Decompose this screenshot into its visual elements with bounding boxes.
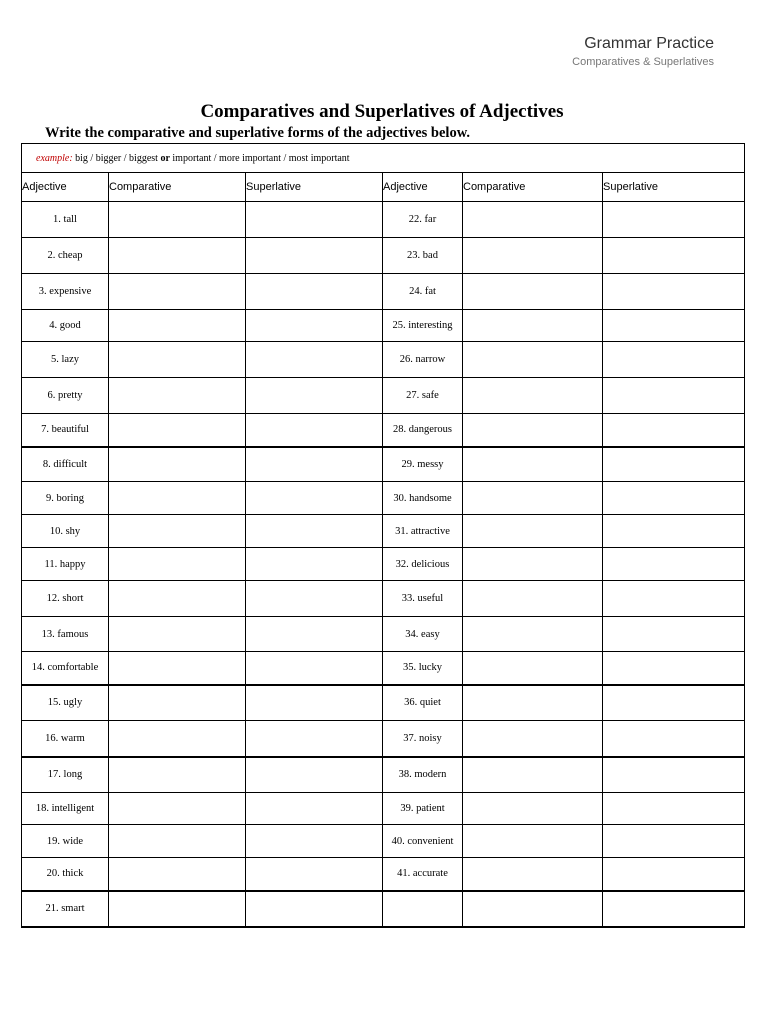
example-connector: or xyxy=(160,152,170,164)
comparative-answer-cell[interactable] xyxy=(463,548,603,581)
superlative-answer-cell[interactable] xyxy=(246,891,383,927)
adjective-cell: 1. tall xyxy=(22,202,109,238)
superlative-answer-cell[interactable] xyxy=(246,447,383,482)
comparative-answer-cell[interactable] xyxy=(463,482,603,515)
adjective-cell: 4. good xyxy=(22,310,109,342)
adjective-cell: 7. beautiful xyxy=(22,414,109,447)
comparative-answer-cell[interactable] xyxy=(109,825,246,858)
table-row xyxy=(22,757,745,793)
comparative-answer-cell[interactable] xyxy=(463,721,603,757)
table-row xyxy=(22,891,745,927)
table-row xyxy=(22,414,745,447)
adjective-cell: 35. lucky xyxy=(383,652,463,685)
superlative-answer-cell[interactable] xyxy=(246,548,383,581)
superlative-answer-cell[interactable] xyxy=(603,447,745,482)
adjective-cell: 27. safe xyxy=(383,378,463,414)
superlative-answer-cell[interactable] xyxy=(603,414,745,447)
adjective-cell: 21. smart xyxy=(22,891,109,927)
superlative-answer-cell[interactable] xyxy=(246,617,383,652)
comparative-answer-cell[interactable] xyxy=(463,757,603,793)
adjective-cell: 31. attractive xyxy=(383,515,463,548)
table-row xyxy=(22,721,745,757)
brand-header xyxy=(572,34,714,68)
comparative-answer-cell[interactable] xyxy=(463,652,603,685)
header-superlative-left: Superlative xyxy=(246,173,383,202)
adjective-cell: 17. long xyxy=(22,757,109,793)
comparative-answer-cell[interactable] xyxy=(109,617,246,652)
comparative-answer-cell[interactable] xyxy=(109,548,246,581)
comparative-answer-cell[interactable] xyxy=(109,414,246,447)
example-text-b: important / more important / most important xyxy=(169,152,350,164)
worksheet-instructions: Write the comparative and superlative forms of the adjectives below. xyxy=(45,125,470,141)
adjective-cell: 3. expensive xyxy=(22,274,109,310)
adjective-cell: 15. ugly xyxy=(22,685,109,721)
superlative-answer-cell[interactable] xyxy=(603,342,745,378)
header-comparative-right: Comparative xyxy=(463,173,603,202)
superlative-answer-cell[interactable] xyxy=(246,378,383,414)
table-row xyxy=(22,274,745,310)
table-row xyxy=(22,482,745,515)
header-adjective-left: Adjective xyxy=(22,173,109,202)
header-adjective-right: Adjective xyxy=(383,173,463,202)
superlative-answer-cell[interactable] xyxy=(603,378,745,414)
superlative-answer-cell[interactable] xyxy=(246,202,383,238)
superlative-answer-cell[interactable] xyxy=(603,891,745,927)
worksheet-title: Comparatives and Superlatives of Adjectives xyxy=(200,101,564,122)
comparative-answer-cell[interactable] xyxy=(463,414,603,447)
superlative-answer-cell[interactable] xyxy=(603,858,745,891)
adjective-cell: 13. famous xyxy=(22,617,109,652)
table-row xyxy=(22,202,745,238)
adjective-cell: 23. bad xyxy=(383,238,463,274)
table-row xyxy=(22,858,745,891)
table-row xyxy=(22,342,745,378)
comparative-answer-cell[interactable] xyxy=(463,378,603,414)
superlative-answer-cell[interactable] xyxy=(603,238,745,274)
adjective-cell: 41. accurate xyxy=(383,858,463,891)
adjective-cell: 24. fat xyxy=(383,274,463,310)
table-row xyxy=(22,378,745,414)
adjective-cell: 14. comfortable xyxy=(22,652,109,685)
superlative-answer-cell[interactable] xyxy=(603,652,745,685)
comparative-answer-cell[interactable] xyxy=(463,274,603,310)
header-row xyxy=(22,173,745,202)
adjective-cell: 28. dangerous xyxy=(383,414,463,447)
table-row xyxy=(22,652,745,685)
superlative-answer-cell[interactable] xyxy=(246,825,383,858)
superlative-answer-cell[interactable] xyxy=(603,581,745,617)
superlative-answer-cell[interactable] xyxy=(246,482,383,515)
comparative-answer-cell[interactable] xyxy=(463,685,603,721)
comparative-answer-cell[interactable] xyxy=(109,202,246,238)
comparative-answer-cell[interactable] xyxy=(463,617,603,652)
superlative-answer-cell[interactable] xyxy=(603,515,745,548)
comparative-answer-cell[interactable] xyxy=(109,858,246,891)
example-text-a: big / bigger / biggest xyxy=(72,152,161,164)
superlative-answer-cell[interactable] xyxy=(603,685,745,721)
comparative-answer-cell[interactable] xyxy=(109,652,246,685)
brand-title: Grammar Practice xyxy=(584,35,714,52)
comparative-answer-cell[interactable] xyxy=(463,515,603,548)
comparative-answer-cell[interactable] xyxy=(109,342,246,378)
superlative-answer-cell[interactable] xyxy=(603,482,745,515)
comparative-answer-cell[interactable] xyxy=(109,378,246,414)
comparative-answer-cell[interactable] xyxy=(109,721,246,757)
comparative-answer-cell[interactable] xyxy=(463,238,603,274)
comparative-answer-cell[interactable] xyxy=(463,891,603,927)
superlative-answer-cell[interactable] xyxy=(603,274,745,310)
comparative-answer-cell[interactable] xyxy=(109,310,246,342)
superlative-answer-cell[interactable] xyxy=(246,793,383,825)
adjective-cell: 6. pretty xyxy=(22,378,109,414)
example-cell xyxy=(22,144,745,173)
adjective-cell xyxy=(383,891,463,927)
table-row xyxy=(22,238,745,274)
superlative-answer-cell[interactable] xyxy=(246,685,383,721)
adjective-cell: 37. noisy xyxy=(383,721,463,757)
superlative-answer-cell[interactable] xyxy=(603,825,745,858)
superlative-answer-cell[interactable] xyxy=(603,310,745,342)
adjective-cell: 2. cheap xyxy=(22,238,109,274)
table-row xyxy=(22,548,745,581)
table-row xyxy=(22,310,745,342)
adjective-cell: 18. intelligent xyxy=(22,793,109,825)
adjective-cell: 8. difficult xyxy=(22,447,109,482)
comparative-answer-cell[interactable] xyxy=(463,858,603,891)
superlative-answer-cell[interactable] xyxy=(246,274,383,310)
adjective-cell: 26. narrow xyxy=(383,342,463,378)
superlative-answer-cell[interactable] xyxy=(246,721,383,757)
superlative-answer-cell[interactable] xyxy=(603,617,745,652)
adjective-cell: 20. thick xyxy=(22,858,109,891)
superlative-answer-cell[interactable] xyxy=(603,757,745,793)
comparative-answer-cell[interactable] xyxy=(463,581,603,617)
comparative-answer-cell[interactable] xyxy=(109,793,246,825)
comparative-answer-cell[interactable] xyxy=(109,482,246,515)
worksheet-table xyxy=(21,143,745,928)
table-row xyxy=(22,581,745,617)
comparative-answer-cell[interactable] xyxy=(463,793,603,825)
comparative-answer-cell[interactable] xyxy=(463,825,603,858)
superlative-answer-cell[interactable] xyxy=(246,342,383,378)
adjective-cell: 5. lazy xyxy=(22,342,109,378)
table-row xyxy=(22,617,745,652)
adjective-cell: 34. easy xyxy=(383,617,463,652)
table-row xyxy=(22,793,745,825)
adjective-cell: 29. messy xyxy=(383,447,463,482)
adjective-cell: 32. delicious xyxy=(383,548,463,581)
table-row xyxy=(22,515,745,548)
brand-subtitle: Comparatives & Superlatives xyxy=(572,56,714,68)
adjective-cell: 33. useful xyxy=(383,581,463,617)
adjective-cell: 38. modern xyxy=(383,757,463,793)
table-row xyxy=(22,685,745,721)
comparative-answer-cell[interactable] xyxy=(109,581,246,617)
superlative-answer-cell[interactable] xyxy=(603,548,745,581)
comparative-answer-cell[interactable] xyxy=(109,757,246,793)
adjective-cell: 30. handsome xyxy=(383,482,463,515)
header-comparative-left: Comparative xyxy=(109,173,246,202)
comparative-answer-cell[interactable] xyxy=(109,274,246,310)
adjective-cell: 10. shy xyxy=(22,515,109,548)
comparative-answer-cell[interactable] xyxy=(463,310,603,342)
superlative-answer-cell[interactable] xyxy=(246,858,383,891)
comparative-answer-cell[interactable] xyxy=(463,342,603,378)
superlative-answer-cell[interactable] xyxy=(246,310,383,342)
table-row xyxy=(22,825,745,858)
superlative-answer-cell[interactable] xyxy=(246,414,383,447)
adjective-cell: 22. far xyxy=(383,202,463,238)
adjective-cell: 40. convenient xyxy=(383,825,463,858)
superlative-answer-cell[interactable] xyxy=(246,652,383,685)
superlative-answer-cell[interactable] xyxy=(246,238,383,274)
adjective-cell: 39. patient xyxy=(383,793,463,825)
adjective-cell: 11. happy xyxy=(22,548,109,581)
comparative-answer-cell[interactable] xyxy=(109,447,246,482)
comparative-answer-cell[interactable] xyxy=(109,238,246,274)
comparative-answer-cell[interactable] xyxy=(109,515,246,548)
comparative-answer-cell[interactable] xyxy=(109,891,246,927)
example-label: example: xyxy=(36,152,73,164)
adjective-cell: 12. short xyxy=(22,581,109,617)
comparative-answer-cell[interactable] xyxy=(463,447,603,482)
superlative-answer-cell[interactable] xyxy=(603,202,745,238)
superlative-answer-cell[interactable] xyxy=(246,581,383,617)
table-row xyxy=(22,447,745,482)
adjective-cell: 25. interesting xyxy=(383,310,463,342)
adjective-cell: 9. boring xyxy=(22,482,109,515)
superlative-answer-cell[interactable] xyxy=(603,793,745,825)
header-superlative-right: Superlative xyxy=(603,173,745,202)
adjective-cell: 16. warm xyxy=(22,721,109,757)
comparative-answer-cell[interactable] xyxy=(109,685,246,721)
adjective-cell: 19. wide xyxy=(22,825,109,858)
superlative-answer-cell[interactable] xyxy=(603,721,745,757)
example-row xyxy=(22,144,745,173)
comparative-answer-cell[interactable] xyxy=(463,202,603,238)
adjective-cell: 36. quiet xyxy=(383,685,463,721)
superlative-answer-cell[interactable] xyxy=(246,757,383,793)
superlative-answer-cell[interactable] xyxy=(246,515,383,548)
